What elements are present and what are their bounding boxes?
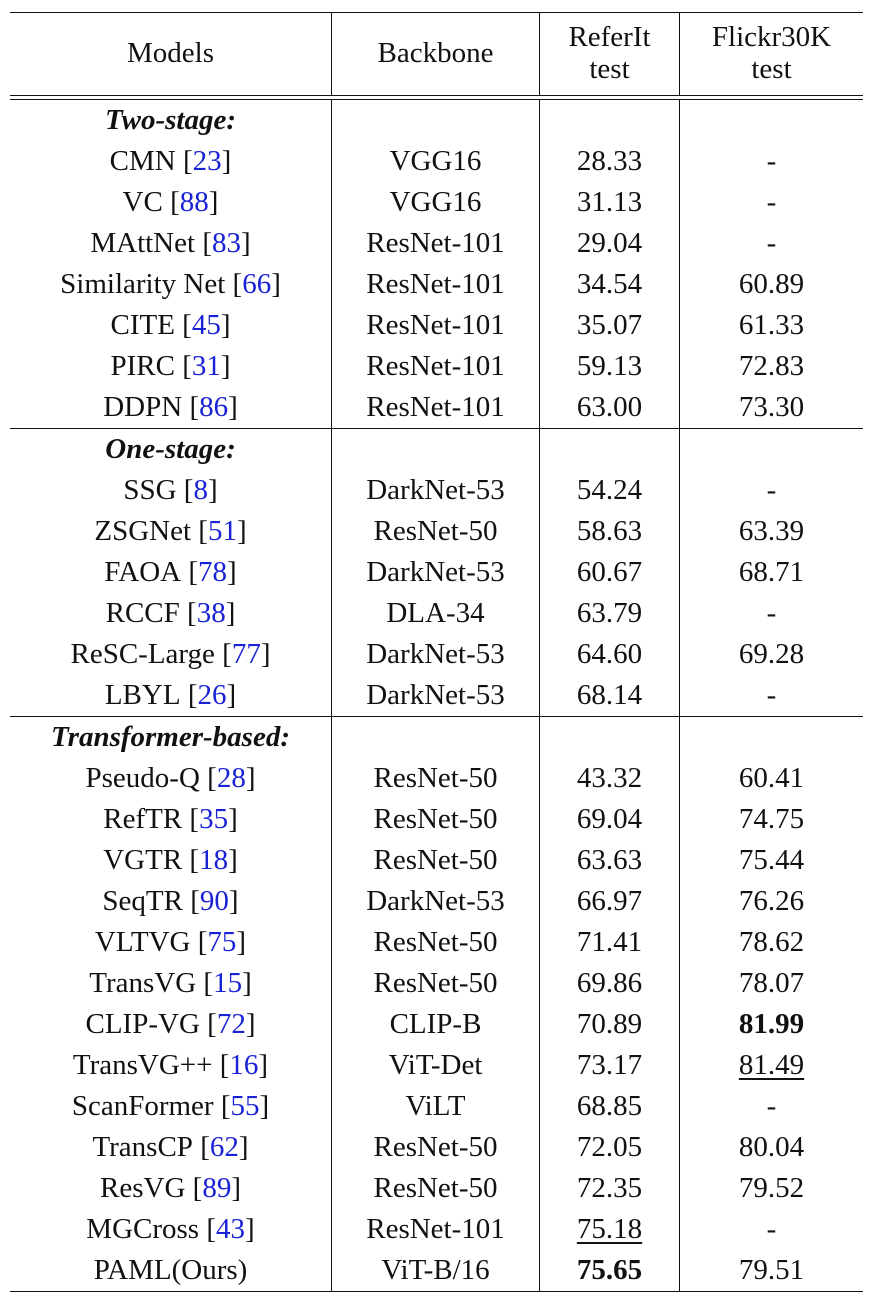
- table-row: [10, 223, 863, 264]
- table-row: [10, 387, 863, 428]
- flickr-value: 60.89: [738, 268, 805, 300]
- table-row: [10, 675, 863, 716]
- backbone-value: ResNet-101: [366, 1213, 505, 1245]
- backbone-cell: [332, 182, 540, 223]
- backbone-value: ResNet-101: [366, 391, 505, 423]
- header-referit: ReferIt test: [540, 13, 680, 95]
- backbone-cell: [332, 470, 540, 511]
- section-title: Transformer-based:: [10, 717, 332, 758]
- empty-cell: [540, 429, 680, 470]
- citation-link[interactable]: 89: [202, 1172, 232, 1204]
- model-name: CLIP-VG: [85, 1008, 200, 1040]
- table-row: [10, 758, 863, 799]
- flickr-value: 63.39: [738, 515, 805, 547]
- model-name: LBYL: [104, 679, 181, 711]
- referit-value: 69.86: [576, 967, 643, 999]
- flickr-cell: [680, 922, 863, 963]
- flickr-cell: [680, 840, 863, 881]
- backbone-value: ResNet-101: [366, 227, 505, 259]
- section-header-row: [10, 717, 863, 758]
- flickr-cell: [680, 963, 863, 1004]
- flickr-value: -: [766, 1213, 777, 1245]
- backbone-value: DarkNet-53: [366, 556, 505, 588]
- flickr-cell: [680, 346, 863, 387]
- model-cell: TransVG++ [ 16 ]: [10, 1045, 332, 1086]
- referit-value: 35.07: [576, 309, 643, 341]
- table-row: [10, 511, 863, 552]
- referit-cell: [540, 1045, 680, 1086]
- flickr-cell: [680, 511, 863, 552]
- backbone-cell: [332, 387, 540, 428]
- flickr-value: 60.41: [738, 762, 805, 794]
- backbone-value: ResNet-50: [373, 515, 498, 547]
- referit-cell: [540, 387, 680, 428]
- empty-cell: [332, 100, 540, 141]
- section-header-row: [10, 100, 863, 141]
- citation-link[interactable]: 78: [198, 556, 228, 588]
- flickr-cell: [680, 223, 863, 264]
- citation-link[interactable]: 51: [207, 515, 237, 547]
- citation-link[interactable]: 75: [207, 926, 237, 958]
- model-name: ResVG: [100, 1172, 186, 1204]
- backbone-value: DarkNet-53: [366, 474, 505, 506]
- model-cell: LBYL [ 26 ]: [10, 675, 332, 716]
- model-cell: ReSC-Large [ 77 ]: [10, 634, 332, 675]
- backbone-value: DarkNet-53: [366, 679, 505, 711]
- flickr-value: 76.26: [738, 885, 805, 917]
- model-cell: TransCP [ 62 ]: [10, 1127, 332, 1168]
- model-cell: CITE [ 45 ]: [10, 305, 332, 346]
- empty-cell: [540, 100, 680, 141]
- backbone-value: ResNet-50: [373, 844, 498, 876]
- flickr-value: -: [766, 186, 777, 218]
- backbone-cell: [332, 758, 540, 799]
- referit-cell: [540, 1250, 680, 1291]
- referit-value: 58.63: [576, 515, 643, 547]
- flickr-value: -: [766, 145, 777, 177]
- table-row: [10, 182, 863, 223]
- backbone-cell: [332, 881, 540, 922]
- referit-value: 59.13: [576, 350, 643, 382]
- referit-cell: [540, 511, 680, 552]
- backbone-value: VGG16: [389, 145, 482, 177]
- model-cell: SeqTR [ 90 ]: [10, 881, 332, 922]
- backbone-value: ResNet-50: [373, 1131, 498, 1163]
- citation-link[interactable]: 28: [216, 762, 246, 794]
- table-row: [10, 1004, 863, 1045]
- empty-cell: [332, 429, 540, 470]
- backbone-value: CLIP-B: [389, 1008, 482, 1040]
- flickr-cell: [680, 182, 863, 223]
- model-cell: RCCF [ 38 ]: [10, 593, 332, 634]
- flickr-value: 75.44: [738, 844, 805, 876]
- model-cell: RefTR [ 35 ]: [10, 799, 332, 840]
- model-name: TransVG: [89, 967, 197, 999]
- model-cell: DDPN [ 86 ]: [10, 387, 332, 428]
- referit-cell: [540, 634, 680, 675]
- section-header-row: [10, 429, 863, 470]
- table-row: [10, 305, 863, 346]
- citation-link[interactable]: 90: [199, 885, 229, 917]
- referit-cell: [540, 141, 680, 182]
- referit-value: 31.13: [576, 186, 643, 218]
- table-row: [10, 346, 863, 387]
- model-cell: ScanFormer [ 55 ]: [10, 1086, 332, 1127]
- backbone-cell: [332, 264, 540, 305]
- flickr-cell: [680, 1086, 863, 1127]
- backbone-cell: [332, 1127, 540, 1168]
- backbone-cell: [332, 1045, 540, 1086]
- model-cell: MAttNet [ 83 ]: [10, 223, 332, 264]
- model-name: PIRC: [110, 350, 175, 382]
- referit-value: 68.85: [576, 1090, 643, 1122]
- referit-value: 69.04: [576, 803, 643, 835]
- table-row: [10, 963, 863, 1004]
- flickr-value: 72.83: [738, 350, 805, 382]
- empty-cell: [540, 717, 680, 758]
- table-row: [10, 1127, 863, 1168]
- backbone-cell: [332, 840, 540, 881]
- backbone-cell: [332, 1004, 540, 1045]
- backbone-cell: [332, 1086, 540, 1127]
- flickr-cell: [680, 264, 863, 305]
- backbone-value: ViLT: [405, 1090, 466, 1122]
- referit-cell: [540, 552, 680, 593]
- citation-link[interactable]: 16: [229, 1049, 259, 1081]
- table-row: [10, 552, 863, 593]
- model-cell: FAOA [ 78 ]: [10, 552, 332, 593]
- model-cell: Pseudo-Q [ 28 ]: [10, 758, 332, 799]
- citation-link[interactable]: 83: [211, 227, 241, 259]
- referit-value: 72.35: [576, 1172, 643, 1204]
- flickr-value: 79.52: [738, 1172, 805, 1204]
- flickr-cell: [680, 1168, 863, 1209]
- backbone-cell: [332, 305, 540, 346]
- section-title: Two-stage:: [10, 100, 332, 141]
- backbone-cell: [332, 634, 540, 675]
- flickr-cell: [680, 634, 863, 675]
- flickr-cell: [680, 1045, 863, 1086]
- flickr-value: 81.49: [738, 1049, 805, 1081]
- referit-value: 28.33: [576, 145, 643, 177]
- model-cell: VLTVG [ 75 ]: [10, 922, 332, 963]
- backbone-value: ResNet-50: [373, 1172, 498, 1204]
- flickr-value: 78.07: [738, 967, 805, 999]
- table-bottom-rule: [10, 1291, 863, 1292]
- referit-value: 63.79: [576, 597, 643, 629]
- flickr-cell: [680, 758, 863, 799]
- citation-link[interactable]: 88: [179, 186, 209, 218]
- referit-value: 29.04: [576, 227, 643, 259]
- citation-link[interactable]: 86: [199, 391, 229, 423]
- model-name: SeqTR: [102, 885, 183, 917]
- referit-value: 34.54: [576, 268, 643, 300]
- backbone-cell: [332, 511, 540, 552]
- flickr-value: 79.51: [738, 1254, 805, 1286]
- table-row: [10, 1209, 863, 1250]
- backbone-value: VGG16: [389, 186, 482, 218]
- referit-value: 60.67: [576, 556, 643, 588]
- results-table: [10, 12, 863, 1292]
- model-cell: PIRC [ 31 ]: [10, 346, 332, 387]
- table-row: [10, 264, 863, 305]
- model-cell: Similarity Net [ 66 ]: [10, 264, 332, 305]
- citation-link[interactable]: 45: [191, 309, 221, 341]
- citation-link[interactable]: 66: [242, 268, 272, 300]
- backbone-cell: [332, 346, 540, 387]
- backbone-cell: [332, 675, 540, 716]
- flickr-cell: [680, 881, 863, 922]
- referit-value: 63.63: [576, 844, 643, 876]
- model-cell: VGTR [ 18 ]: [10, 840, 332, 881]
- model-cell: VC [ 88 ]: [10, 182, 332, 223]
- model-name: DDPN: [103, 391, 183, 423]
- flickr-value: -: [766, 1090, 777, 1122]
- referit-cell: [540, 346, 680, 387]
- citation-link[interactable]: 62: [209, 1131, 239, 1163]
- referit-cell: [540, 758, 680, 799]
- model-cell: ZSGNet [ 51 ]: [10, 511, 332, 552]
- model-name: MAttNet: [90, 227, 196, 259]
- model-name: ScanFormer: [71, 1090, 214, 1122]
- table-body: [10, 100, 863, 1291]
- model-cell: TransVG [ 15 ]: [10, 963, 332, 1004]
- citation-link[interactable]: 77: [231, 638, 261, 670]
- referit-cell: [540, 840, 680, 881]
- header-models: Models: [10, 13, 332, 95]
- flickr-value: 81.99: [738, 1008, 805, 1040]
- backbone-value: ResNet-50: [373, 926, 498, 958]
- referit-cell: [540, 223, 680, 264]
- model-name: VGTR: [103, 844, 183, 876]
- header-flickr: Flickr30K test: [711, 21, 832, 85]
- referit-cell: [540, 799, 680, 840]
- referit-value: 75.65: [576, 1254, 643, 1286]
- table-row: [10, 593, 863, 634]
- backbone-cell: [332, 552, 540, 593]
- referit-cell: [540, 922, 680, 963]
- table-row: [10, 634, 863, 675]
- citation-link[interactable]: 43: [216, 1213, 246, 1245]
- referit-cell: [540, 1086, 680, 1127]
- model-cell: SSG [ 8 ]: [10, 470, 332, 511]
- referit-cell: [540, 1209, 680, 1250]
- flickr-value: 74.75: [738, 803, 805, 835]
- citation-link[interactable]: 38: [196, 597, 226, 629]
- model-name: SSG: [123, 474, 177, 506]
- flickr-value: 78.62: [738, 926, 805, 958]
- referit-value: 72.05: [576, 1131, 643, 1163]
- model-name: RCCF: [105, 597, 180, 629]
- referit-cell: [540, 881, 680, 922]
- flickr-cell: [680, 470, 863, 511]
- model-name: MGCross: [86, 1213, 200, 1245]
- backbone-value: ResNet-50: [373, 803, 498, 835]
- referit-cell: [540, 593, 680, 634]
- model-name: VC: [122, 186, 163, 218]
- table-row: [10, 141, 863, 182]
- table-row: [10, 922, 863, 963]
- backbone-cell: [332, 1168, 540, 1209]
- backbone-value: DarkNet-53: [366, 638, 505, 670]
- citation-link[interactable]: 55: [230, 1090, 260, 1122]
- flickr-value: -: [766, 227, 777, 259]
- referit-cell: [540, 305, 680, 346]
- table-row: [10, 1168, 863, 1209]
- backbone-value: DLA-34: [386, 597, 485, 629]
- flickr-value: 68.71: [738, 556, 805, 588]
- referit-value: 66.97: [576, 885, 643, 917]
- backbone-cell: [332, 922, 540, 963]
- backbone-value: DarkNet-53: [366, 885, 505, 917]
- referit-value: 73.17: [576, 1049, 643, 1081]
- model-name: ReSC-Large: [70, 638, 215, 670]
- model-name: VLTVG: [94, 926, 191, 958]
- citation-link[interactable]: 26: [197, 679, 227, 711]
- model-name: FAOA: [104, 556, 182, 588]
- citation-link[interactable]: 18: [199, 844, 229, 876]
- flickr-cell: [680, 1250, 863, 1291]
- backbone-cell: [332, 963, 540, 1004]
- referit-cell: [540, 182, 680, 223]
- table-row: [10, 799, 863, 840]
- backbone-cell: [332, 223, 540, 264]
- backbone-value: ResNet-101: [366, 350, 505, 382]
- flickr-cell: [680, 552, 863, 593]
- citation-link[interactable]: 23: [192, 145, 222, 177]
- model-name: ZSGNet: [94, 515, 192, 547]
- referit-cell: [540, 1168, 680, 1209]
- empty-cell: [680, 100, 863, 141]
- model-name: TransCP: [92, 1131, 193, 1163]
- referit-value: 64.60: [576, 638, 643, 670]
- referit-cell: [540, 1127, 680, 1168]
- table-row: [10, 1045, 863, 1086]
- backbone-value: ResNet-50: [373, 967, 498, 999]
- citation-link[interactable]: 31: [191, 350, 221, 382]
- referit-cell: [540, 675, 680, 716]
- flickr-value: 69.28: [738, 638, 805, 670]
- empty-cell: [680, 429, 863, 470]
- backbone-cell: [332, 799, 540, 840]
- flickr-value: -: [766, 679, 777, 711]
- backbone-value: ResNet-101: [366, 309, 505, 341]
- citation-link[interactable]: 15: [213, 967, 243, 999]
- flickr-cell: [680, 305, 863, 346]
- backbone-cell: [332, 1209, 540, 1250]
- backbone-cell: [332, 593, 540, 634]
- citation-link[interactable]: 72: [216, 1008, 246, 1040]
- backbone-value: ResNet-101: [366, 268, 505, 300]
- flickr-cell: [680, 1127, 863, 1168]
- model-cell: CLIP-VG [ 72 ]: [10, 1004, 332, 1045]
- backbone-cell: [332, 141, 540, 182]
- model-name: Pseudo-Q: [85, 762, 200, 794]
- table-row: [10, 881, 863, 922]
- referit-value: 70.89: [576, 1008, 643, 1040]
- model-cell: CMN [ 23 ]: [10, 141, 332, 182]
- model-name: Similarity Net: [60, 268, 226, 300]
- flickr-cell: [680, 1209, 863, 1250]
- flickr-cell: [680, 387, 863, 428]
- flickr-value: 61.33: [738, 309, 805, 341]
- table-row: [10, 470, 863, 511]
- table-header: [10, 13, 863, 95]
- model-cell: [10, 1250, 332, 1291]
- header-backbone: Backbone: [332, 13, 540, 95]
- model-name: PAML(Ours): [93, 1254, 248, 1286]
- flickr-value: 80.04: [738, 1131, 805, 1163]
- flickr-cell: [680, 1004, 863, 1045]
- flickr-value: -: [766, 474, 777, 506]
- referit-cell: [540, 264, 680, 305]
- flickr-cell: [680, 675, 863, 716]
- flickr-value: 73.30: [738, 391, 805, 423]
- referit-cell: [540, 1004, 680, 1045]
- empty-cell: [332, 717, 540, 758]
- referit-value: 75.18: [576, 1213, 643, 1245]
- flickr-value: -: [766, 597, 777, 629]
- flickr-cell: [680, 593, 863, 634]
- empty-cell: [680, 717, 863, 758]
- model-name: CMN: [109, 145, 176, 177]
- citation-link[interactable]: 8: [193, 474, 208, 506]
- referit-value: 68.14: [576, 679, 643, 711]
- table-row: [10, 840, 863, 881]
- model-name: TransVG++: [72, 1049, 213, 1081]
- referit-cell: [540, 963, 680, 1004]
- citation-link[interactable]: 35: [199, 803, 229, 835]
- flickr-cell: [680, 799, 863, 840]
- referit-cell: [540, 470, 680, 511]
- referit-value: 63.00: [576, 391, 643, 423]
- model-name: RefTR: [103, 803, 183, 835]
- flickr-cell: [680, 141, 863, 182]
- model-cell: MGCross [ 43 ]: [10, 1209, 332, 1250]
- backbone-cell: [332, 1250, 540, 1291]
- backbone-value: ResNet-50: [373, 762, 498, 794]
- table-row: [10, 1250, 863, 1291]
- referit-value: 71.41: [576, 926, 643, 958]
- model-name: CITE: [110, 309, 175, 341]
- backbone-value: ViT-Det: [388, 1049, 483, 1081]
- referit-value: 54.24: [576, 474, 643, 506]
- section-title: One-stage:: [10, 429, 332, 470]
- table-row: [10, 1086, 863, 1127]
- referit-value: 43.32: [576, 762, 643, 794]
- backbone-value: ViT-B/16: [381, 1254, 490, 1286]
- model-cell: ResVG [ 89 ]: [10, 1168, 332, 1209]
